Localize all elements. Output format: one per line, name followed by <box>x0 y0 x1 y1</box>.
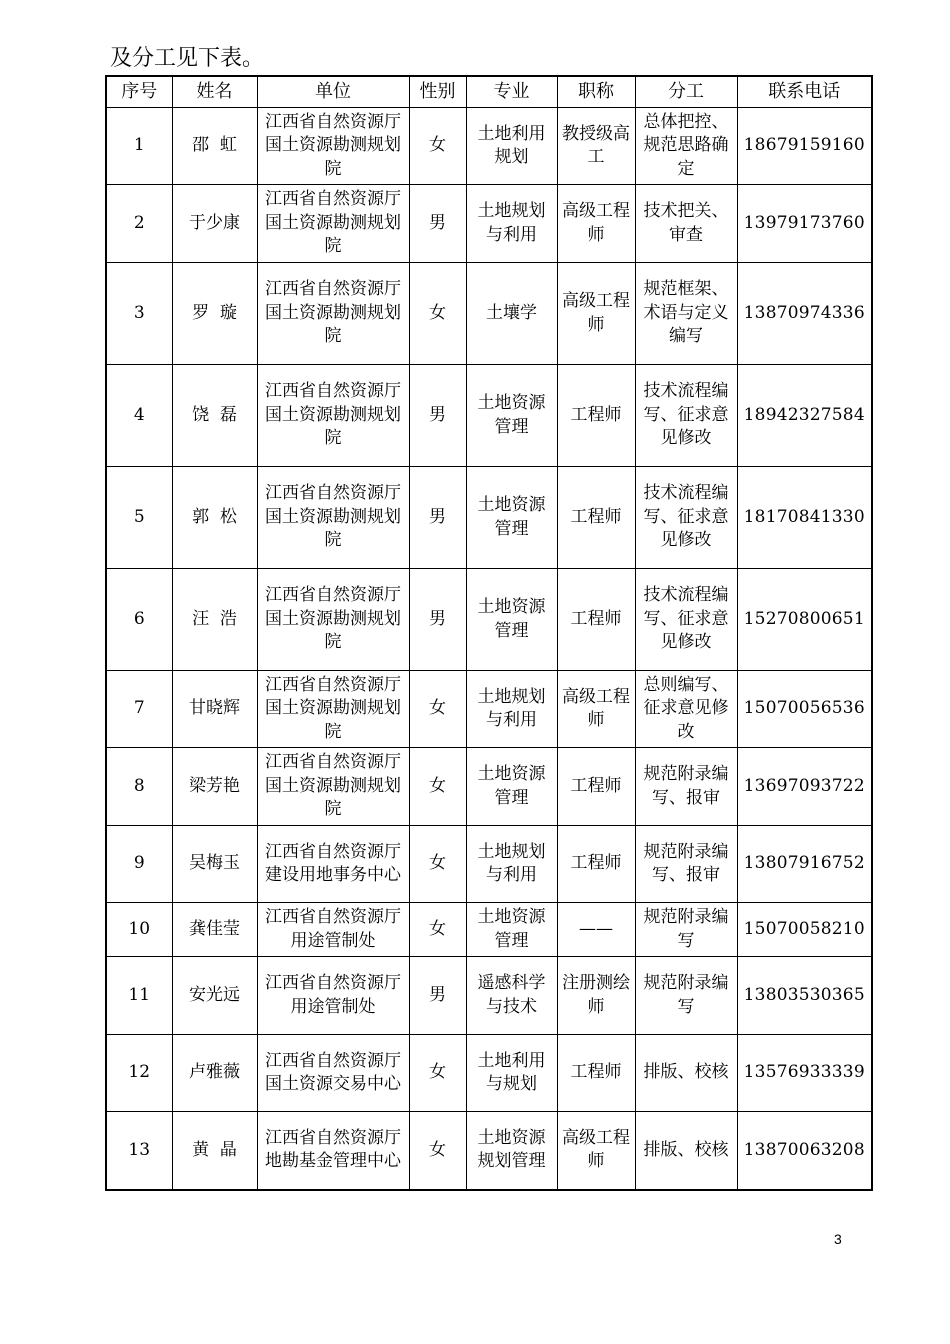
cell-role: 技术流程编写、征求意见修改 <box>635 569 737 671</box>
table-row <box>106 957 872 1035</box>
table-row <box>106 569 872 671</box>
header-phone: 联系电话 <box>737 76 872 108</box>
cell-role: 规范附录编写、报审 <box>635 826 737 903</box>
cell-role: 排版、校核 <box>635 1112 737 1190</box>
cell-title: 教授级高工 <box>557 108 635 185</box>
cell-unit: 江西省自然资源厅用途管制处 <box>257 903 409 957</box>
table-row <box>106 903 872 957</box>
cell-gender: 女 <box>409 826 466 903</box>
cell-title: 高级工程师 <box>557 671 635 748</box>
cell-no: 5 <box>106 467 172 569</box>
cell-name: 邵 虹 <box>172 108 257 185</box>
cell-major: 土地资源管理 <box>466 748 557 826</box>
cell-phone: 18170841330 <box>737 467 872 569</box>
cell-unit: 江西省自然资源厅国土资源勘测规划院 <box>257 671 409 748</box>
cell-name: 饶 磊 <box>172 365 257 467</box>
header-gender: 性别 <box>409 76 466 108</box>
cell-major: 土地规划与利用 <box>466 185 557 263</box>
table-row <box>106 365 872 467</box>
cell-role: 技术把关、审查 <box>635 185 737 263</box>
cell-role: 总则编写、征求意见修改 <box>635 671 737 748</box>
cell-title: 工程师 <box>557 748 635 826</box>
table-row <box>106 263 872 365</box>
table-row <box>106 826 872 903</box>
cell-title: 高级工程师 <box>557 263 635 365</box>
cell-major: 土地资源管理 <box>466 467 557 569</box>
cell-role: 排版、校核 <box>635 1035 737 1112</box>
intro-text: 及分工见下表。 <box>110 46 265 71</box>
cell-role: 规范附录编写 <box>635 903 737 957</box>
cell-no: 2 <box>106 185 172 263</box>
cell-no: 12 <box>106 1035 172 1112</box>
header-unit: 单位 <box>257 76 409 108</box>
cell-unit: 江西省自然资源厅用途管制处 <box>257 957 409 1035</box>
cell-unit: 江西省自然资源厅国土资源勘测规划院 <box>257 467 409 569</box>
cell-no: 6 <box>106 569 172 671</box>
cell-gender: 女 <box>409 671 466 748</box>
cell-phone: 13697093722 <box>737 748 872 826</box>
header-title: 职称 <box>557 76 635 108</box>
cell-no: 10 <box>106 903 172 957</box>
cell-phone: 13803530365 <box>737 957 872 1035</box>
table-row <box>106 671 872 748</box>
cell-phone: 15070058210 <box>737 903 872 957</box>
cell-major: 土地资源规划管理 <box>466 1112 557 1190</box>
cell-unit: 江西省自然资源厅国土资源勘测规划院 <box>257 185 409 263</box>
cell-phone: 15270800651 <box>737 569 872 671</box>
cell-gender: 女 <box>409 263 466 365</box>
table-header-row <box>106 76 872 108</box>
cell-title: —— <box>557 903 635 957</box>
cell-unit: 江西省自然资源厅国土资源交易中心 <box>257 1035 409 1112</box>
header-no: 序号 <box>106 76 172 108</box>
cell-title: 高级工程师 <box>557 185 635 263</box>
cell-title: 高级工程师 <box>557 1112 635 1190</box>
cell-title: 工程师 <box>557 826 635 903</box>
cell-unit: 江西省自然资源厅国土资源勘测规划院 <box>257 263 409 365</box>
table-row <box>106 108 872 185</box>
cell-name: 汪 浩 <box>172 569 257 671</box>
cell-gender: 女 <box>409 1112 466 1190</box>
cell-role: 技术流程编写、征求意见修改 <box>635 467 737 569</box>
cell-major: 土地利用规划 <box>466 108 557 185</box>
cell-no: 7 <box>106 671 172 748</box>
cell-unit: 江西省自然资源厅国土资源勘测规划院 <box>257 748 409 826</box>
header-name: 姓名 <box>172 76 257 108</box>
cell-phone: 13979173760 <box>737 185 872 263</box>
cell-name: 梁芳艳 <box>172 748 257 826</box>
cell-unit: 江西省自然资源厅国土资源勘测规划院 <box>257 108 409 185</box>
cell-name: 黄 晶 <box>172 1112 257 1190</box>
cell-unit: 江西省自然资源厅地勘基金管理中心 <box>257 1112 409 1190</box>
cell-phone: 13807916752 <box>737 826 872 903</box>
cell-gender: 男 <box>409 365 466 467</box>
cell-major: 土壤学 <box>466 263 557 365</box>
cell-role: 技术流程编写、征求意见修改 <box>635 365 737 467</box>
table-row <box>106 185 872 263</box>
page-number: 3 <box>834 1231 842 1247</box>
cell-name: 龚佳莹 <box>172 903 257 957</box>
table-row <box>106 1112 872 1190</box>
cell-gender: 男 <box>409 185 466 263</box>
cell-major: 土地资源管理 <box>466 569 557 671</box>
cell-unit: 江西省自然资源厅国土资源勘测规划院 <box>257 365 409 467</box>
cell-name: 于少康 <box>172 185 257 263</box>
header-role: 分工 <box>635 76 737 108</box>
cell-gender: 女 <box>409 1035 466 1112</box>
cell-title: 注册测绘师 <box>557 957 635 1035</box>
cell-title: 工程师 <box>557 467 635 569</box>
cell-no: 13 <box>106 1112 172 1190</box>
cell-no: 11 <box>106 957 172 1035</box>
cell-major: 土地规划与利用 <box>466 826 557 903</box>
cell-major: 遥感科学与技术 <box>466 957 557 1035</box>
cell-phone: 13870063208 <box>737 1112 872 1190</box>
cell-role: 规范框架、术语与定义编写 <box>635 263 737 365</box>
cell-phone: 18679159160 <box>737 108 872 185</box>
cell-major: 土地规划与利用 <box>466 671 557 748</box>
cell-title: 工程师 <box>557 1035 635 1112</box>
table-row <box>106 467 872 569</box>
table-row <box>106 1035 872 1112</box>
cell-no: 1 <box>106 108 172 185</box>
staff-table <box>105 75 873 1191</box>
cell-phone: 15070056536 <box>737 671 872 748</box>
cell-name: 罗 璇 <box>172 263 257 365</box>
cell-name: 吴梅玉 <box>172 826 257 903</box>
cell-gender: 男 <box>409 957 466 1035</box>
cell-phone: 13870974336 <box>737 263 872 365</box>
cell-no: 8 <box>106 748 172 826</box>
cell-gender: 男 <box>409 467 466 569</box>
cell-gender: 女 <box>409 748 466 826</box>
cell-role: 规范附录编写、报审 <box>635 748 737 826</box>
cell-name: 安光远 <box>172 957 257 1035</box>
cell-unit: 江西省自然资源厅国土资源勘测规划院 <box>257 569 409 671</box>
cell-phone: 18942327584 <box>737 365 872 467</box>
cell-title: 工程师 <box>557 569 635 671</box>
cell-gender: 女 <box>409 108 466 185</box>
cell-phone: 13576933339 <box>737 1035 872 1112</box>
table-row <box>106 748 872 826</box>
cell-major: 土地资源管理 <box>466 903 557 957</box>
cell-gender: 女 <box>409 903 466 957</box>
cell-name: 卢雅薇 <box>172 1035 257 1112</box>
cell-name: 郭 松 <box>172 467 257 569</box>
cell-name: 甘晓辉 <box>172 671 257 748</box>
cell-title: 工程师 <box>557 365 635 467</box>
cell-no: 4 <box>106 365 172 467</box>
cell-major: 土地资源管理 <box>466 365 557 467</box>
cell-gender: 男 <box>409 569 466 671</box>
cell-unit: 江西省自然资源厅建设用地事务中心 <box>257 826 409 903</box>
header-major: 专业 <box>466 76 557 108</box>
cell-no: 3 <box>106 263 172 365</box>
cell-role: 规范附录编写 <box>635 957 737 1035</box>
cell-major: 土地利用与规划 <box>466 1035 557 1112</box>
cell-no: 9 <box>106 826 172 903</box>
cell-role: 总体把控、规范思路确定 <box>635 108 737 185</box>
